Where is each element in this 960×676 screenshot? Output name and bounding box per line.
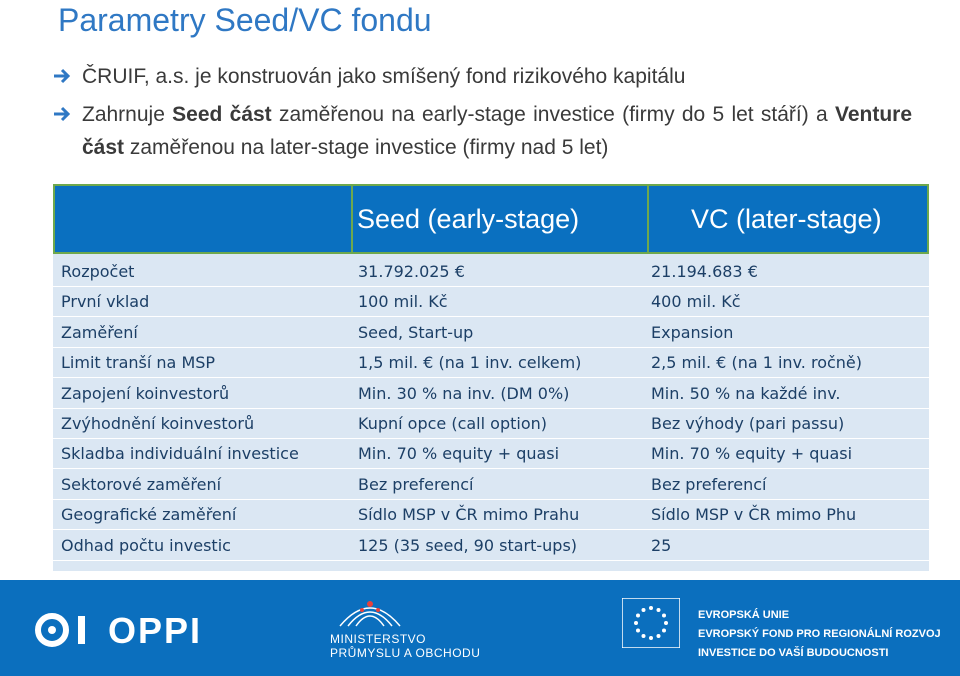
- row-label: Rozpočet: [61, 262, 135, 281]
- row-label: Limit tranší na MSP: [61, 353, 216, 373]
- mpo-emblem-icon: [330, 590, 410, 630]
- bullet-text-2-pre: Zahrnuje: [82, 103, 173, 126]
- vc-value: Min. 50 % na každé inv.: [651, 383, 841, 403]
- eu-line-1: EVROPSKÁ UNIE: [698, 609, 790, 621]
- eu-star-icon: [642, 608, 646, 612]
- footer-banner: [0, 580, 960, 676]
- eu-star-icon: [662, 614, 666, 618]
- oppi-label: OPPI: [108, 610, 203, 651]
- table-header: [53, 184, 929, 254]
- row-divider: [53, 560, 929, 561]
- seed-value: 100 mil. Kč: [358, 292, 448, 312]
- eu-line-3: INVESTICE DO VAŠÍ BUDOUCNOSTI: [698, 647, 889, 659]
- row-label: Zapojení koinvestorů: [61, 383, 230, 403]
- row-label: Skladba individuální investice: [61, 444, 299, 464]
- eu-star-icon: [657, 634, 661, 638]
- row-label: Zvýhodnění koinvestorů: [61, 414, 255, 433]
- mpo-line-2: PRŮMYSLU A OBCHODU: [330, 646, 481, 660]
- eu-star-icon: [662, 629, 666, 633]
- vc-value: 25: [651, 535, 672, 555]
- oppi-logo-icon: [34, 610, 96, 650]
- vc-value: Min. 70 % equity + quasi: [651, 444, 853, 464]
- table-row: [53, 408, 929, 438]
- eu-star-icon: [649, 606, 653, 610]
- mpo-label: [330, 632, 480, 660]
- venture-part-label: Venture část: [82, 103, 913, 159]
- bullet-item-1: [52, 60, 912, 93]
- vc-value: Sídlo MSP v ČR mimo Phu: [651, 505, 857, 525]
- eu-star-icon: [664, 621, 668, 625]
- bullet-text-2-post: zaměřenou na later-stage investice (firmy nad 5 let): [124, 136, 609, 159]
- table-row: [53, 530, 929, 560]
- eu-star-icon: [642, 634, 646, 638]
- row-label: Geografické zaměření: [61, 505, 237, 525]
- row-label: Odhad počtu investic: [61, 535, 231, 555]
- parameters-table: [53, 184, 929, 571]
- eu-star-icon: [636, 614, 640, 618]
- bullet-item-2: [52, 98, 912, 164]
- seed-value: Seed, Start-up: [358, 322, 474, 342]
- eu-star-icon: [636, 629, 640, 633]
- table-row: [53, 317, 929, 347]
- seed-value: Kupní opce (call option): [358, 414, 547, 433]
- vc-value: 2,5 mil. € (na 1 inv. ročně): [651, 353, 863, 373]
- table-row: [53, 438, 929, 468]
- row-label: První vklad: [61, 292, 150, 312]
- bullet-arrow-icon: [52, 98, 74, 131]
- seed-value: Min. 70 % equity + quasi: [358, 444, 560, 464]
- header-divider: [351, 186, 353, 252]
- table-row: [53, 347, 929, 377]
- table-row: [53, 469, 929, 499]
- eu-flag-icon: [622, 598, 680, 648]
- table-row: [53, 256, 929, 286]
- slide-title: Parametry Seed/VC fondu: [58, 2, 432, 38]
- vc-value: 21.194.683 €: [651, 262, 758, 281]
- seed-value: 1,5 mil. € (na 1 inv. celkem): [358, 353, 582, 373]
- vc-value: 400 mil. Kč: [651, 292, 741, 312]
- row-label: Zaměření: [61, 322, 138, 342]
- table-row: [53, 499, 929, 529]
- eu-star-icon: [634, 621, 638, 625]
- bullet-text-2-mid: zaměřenou na early-stage investice (firmy do 5 let stáří) a: [271, 103, 835, 126]
- bullet-text-1: ČRUIF, a.s. je konstruován jako smíšený fond rizikového kapitálu: [82, 65, 686, 88]
- vc-value: Bez preferencí: [651, 474, 767, 494]
- seed-value: Bez preferencí: [358, 474, 474, 494]
- eu-star-icon: [649, 636, 653, 640]
- table-row: [53, 286, 929, 316]
- eu-star-icon: [657, 608, 661, 612]
- vc-value: Bez výhody (pari passu): [651, 414, 845, 433]
- seed-part-label: Seed část: [172, 103, 272, 126]
- seed-value: Min. 30 % na inv. (DM 0%): [358, 383, 570, 403]
- seed-value: 31.792.025 €: [358, 262, 465, 281]
- seed-value: 125 (35 seed, 90 start-ups): [358, 535, 578, 555]
- table-row: [53, 378, 929, 408]
- mpo-line-1: MINISTERSTVO: [330, 632, 427, 646]
- bullet-arrow-icon: [52, 60, 74, 93]
- vc-value: Expansion: [651, 322, 734, 342]
- seed-value: Sídlo MSP v ČR mimo Prahu: [358, 505, 580, 525]
- bullet-text-2: [52, 98, 912, 164]
- header-divider: [647, 186, 649, 252]
- eu-line-2: EVROPSKÝ FOND PRO REGIONÁLNÍ ROZVOJ: [698, 628, 941, 640]
- header-vc: VC (later-stage): [691, 204, 882, 234]
- row-label: Sektorové zaměření: [61, 474, 222, 494]
- header-seed: Seed (early-stage): [357, 204, 580, 234]
- eu-label: [698, 606, 941, 663]
